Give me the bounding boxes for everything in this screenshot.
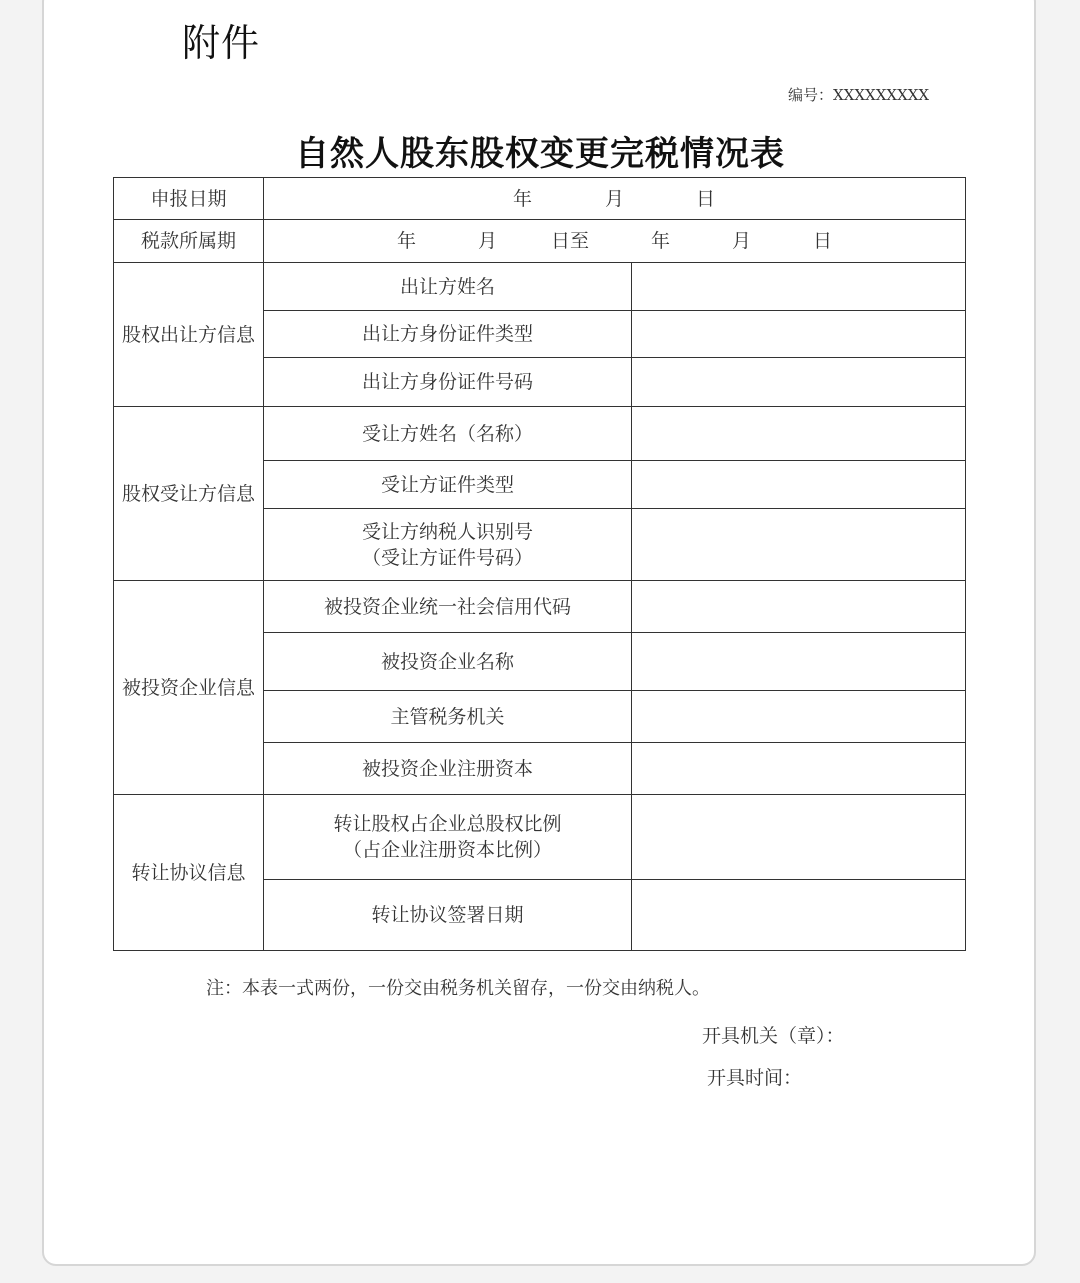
field-label: 出让方身份证件号码 [264,358,632,407]
report-year: 年 [512,187,532,210]
report-date-row [114,178,966,220]
agreement-section-label: 转让协议信息 [114,795,264,951]
report-date-value[interactable] [264,178,966,220]
field-value-cell[interactable] [632,358,966,407]
field-label: 受让方证件类型 [264,461,632,509]
attachment-label: 附件 [182,21,261,65]
field-value-cell[interactable] [632,743,966,795]
report-date-label: 申报日期 [114,178,264,220]
field-label: 转让协议签署日期 [264,880,632,951]
field-value-cell[interactable] [632,880,966,951]
table-row [114,795,966,880]
field-label: 被投资企业注册资本 [264,743,632,795]
invested-company-section-label: 被投资企业信息 [114,581,264,795]
ratio-line2: （占企业注册资本比例） [342,839,552,861]
field-value-cell[interactable] [632,263,966,311]
period-from-month: 月 [477,230,497,252]
period-from-year: 年 [396,230,416,252]
transferor-section-label: 股权出让方信息 [114,263,264,407]
tax-period-row [114,220,966,263]
field-label: 受让方姓名（名称） [264,407,632,461]
field-label [264,795,632,880]
issuer-label: 开具机关（章）： [702,1025,845,1047]
table-row [114,581,966,633]
tax-period-label: 税款所属期 [114,220,264,263]
field-label: 被投资企业统一社会信用代码 [264,581,632,633]
field-label: 出让方身份证件类型 [264,311,632,358]
period-from-day-to: 日至 [550,230,589,252]
serial-number: 编号：XXXXXXXXX [788,86,930,104]
form-note: 注：本表一式两份，一份交由税务机关留存，一份交由纳税人。 [206,978,710,999]
field-label: 主管税务机关 [264,691,632,743]
issue-time-label: 开具时间： [707,1067,803,1089]
period-to-day: 日 [813,230,833,252]
field-value-cell[interactable] [632,509,966,581]
field-value-cell[interactable] [632,691,966,743]
field-label: 出让方姓名 [264,263,632,311]
report-month: 月 [605,187,625,210]
field-label [264,509,632,581]
field-value-cell[interactable] [632,633,966,691]
table-row [114,263,966,311]
period-to-year: 年 [651,230,671,252]
field-value-cell[interactable] [632,407,966,461]
field-label: 被投资企业名称 [264,633,632,691]
tax-period-value[interactable] [264,220,966,263]
period-to-month: 月 [732,230,752,252]
field-value-cell[interactable] [632,581,966,633]
ratio-line1: 转让股权占企业总股权比例 [333,813,562,835]
field-value-cell[interactable] [632,311,966,358]
report-day: 日 [696,187,716,210]
taxpayer-id-line1: 受让方纳税人识别号 [361,520,533,543]
form-title: 自然人股东股权变更完税情况表 [295,134,785,174]
transferee-section-label: 股权受让方信息 [114,407,264,581]
table-row [114,407,966,461]
tax-form-table [113,177,966,951]
field-value-cell[interactable] [632,795,966,880]
taxpayer-id-line2: （受让方证件号码） [361,546,533,569]
field-value-cell[interactable] [632,461,966,509]
